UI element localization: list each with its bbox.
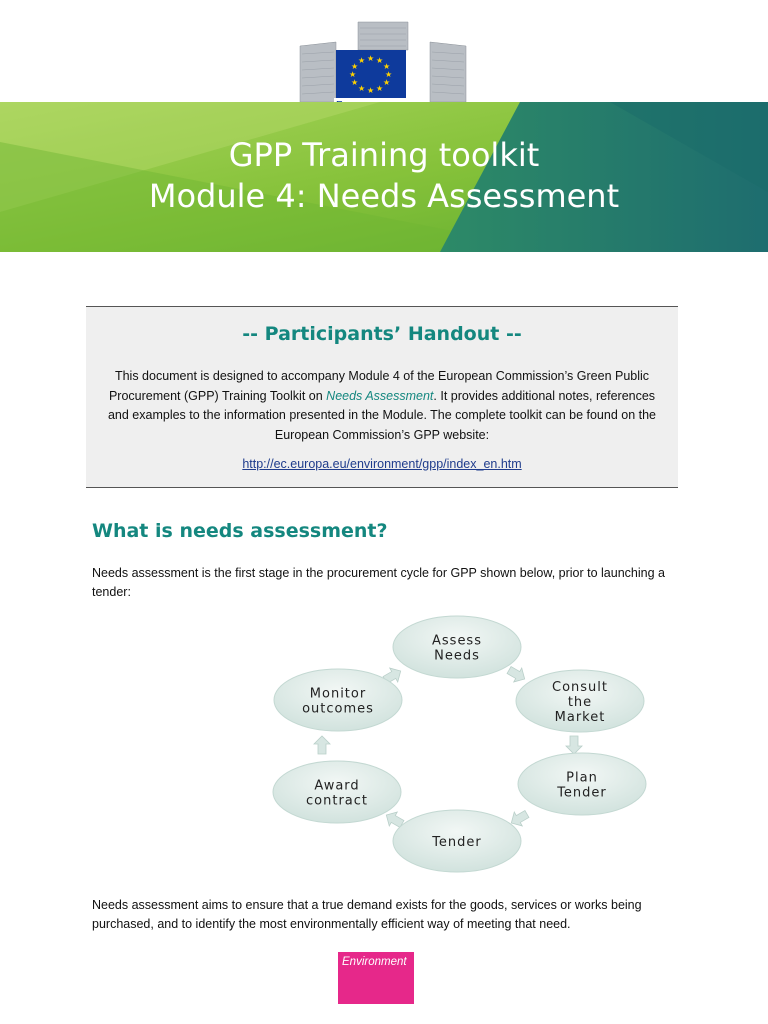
cycle-stage xyxy=(516,670,644,732)
cycle-stage-label: Assess xyxy=(432,633,482,649)
handout-heading: -- Participants’ Handout -- xyxy=(242,323,522,345)
cycle-stage-label: outcomes xyxy=(302,701,374,717)
banner-title-line1: GPP Training toolkit xyxy=(228,136,540,174)
section-title: What is needs assessment? xyxy=(92,520,388,542)
intro-paragraph: Needs assessment is the first stage in the procurement cycle for GPP shown below, prior to launching a tender: xyxy=(92,566,665,599)
handout-text-before: This document is designed to accompany Module 4 of the European Commission’s Green Public Procurement (GPP) Training Toolkit on xyxy=(108,369,650,403)
banner-title-line2: Module 4: Needs Assessment xyxy=(148,177,620,215)
eu-flag-icon: ★ ★ ★ ★ ★ ★ ★ ★ ★ ★ ★ ★ xyxy=(336,50,406,98)
cycle-stage-label: Needs xyxy=(434,648,480,664)
handout-box xyxy=(86,306,678,488)
cycle-stage-label: Tender xyxy=(557,785,607,801)
cycle-arrow-icon xyxy=(566,736,582,754)
cycle-stage-label: Award xyxy=(314,778,360,794)
title-banner xyxy=(0,102,768,252)
cycle-stage-label: Monitor xyxy=(309,686,367,702)
cycle-stage-label: Market xyxy=(554,710,606,725)
handout-text-after: . It provides additional notes, references and examples to the information presented in the Module. The complete toolkit can be found on the European Commission’s GPP website: xyxy=(107,388,657,442)
gpp-website-link[interactable]: http://ec.europa.eu/environment/gpp/index_en.htm xyxy=(242,457,522,471)
cycle-stage-label: the xyxy=(567,695,593,710)
cycle-stage xyxy=(518,753,646,815)
cycle-stage xyxy=(393,810,521,872)
cycle-stage xyxy=(274,669,402,731)
cycle-stage-label: Tender xyxy=(432,835,482,850)
cycle-stage xyxy=(273,761,401,823)
procurement-cycle-diagram xyxy=(262,614,662,884)
cycle-stage-label: Plan xyxy=(566,770,598,786)
aims-paragraph: Needs assessment aims to ensure that a true demand exists for the goods, services or works being purchased, and to identify the most environmentally efficient way of meeting that need. xyxy=(92,898,642,931)
handout-description xyxy=(100,367,664,445)
environment-badge-label: Environment xyxy=(342,956,407,968)
cycle-stage xyxy=(393,616,521,678)
cycle-stage-label: contract xyxy=(306,793,368,809)
handout-text-emphasis: Needs Assessment xyxy=(326,388,434,403)
cycle-stage-label: Consult xyxy=(552,680,608,695)
cycle-arrow-icon xyxy=(314,736,330,754)
cycle-arrow-icon xyxy=(505,663,529,686)
environment-badge xyxy=(338,952,414,1004)
